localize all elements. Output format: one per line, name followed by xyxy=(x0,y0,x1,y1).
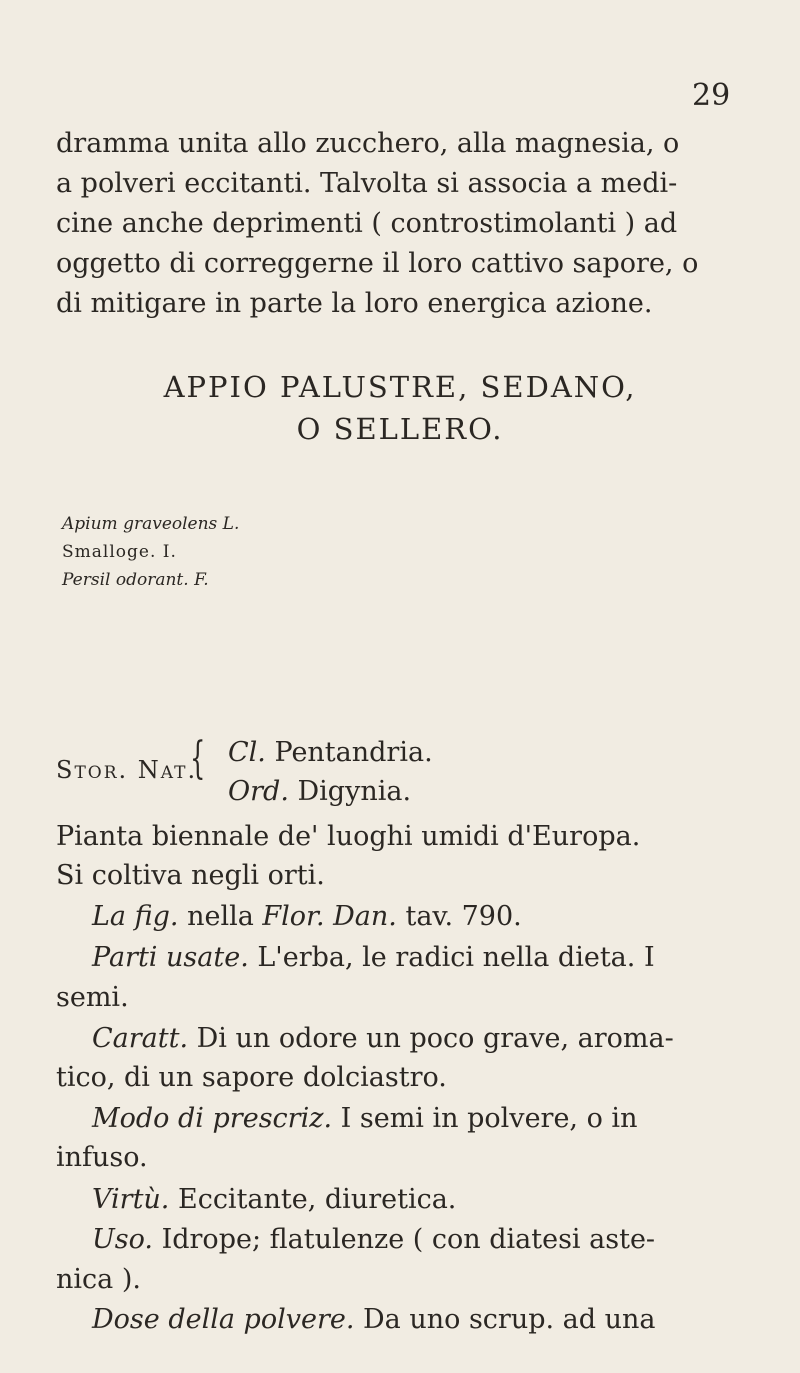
entry-heading-line-1: APPIO PALUSTRE, SEDANO, xyxy=(163,370,637,404)
intro-line-1: dramma unita allo zucchero, alla magnesia, o xyxy=(56,128,680,159)
habitat-line-2: Si coltiva negli orti. xyxy=(56,860,325,891)
caratteri-cont: tico, di un sapore dolciastro. xyxy=(56,1062,447,1093)
uso-label: Uso. xyxy=(92,1224,153,1255)
brace-glyph: { xyxy=(190,733,206,784)
parti-text: L'erba, le radici nella dieta. I xyxy=(257,942,655,973)
synonym-french: Persil odorant. F. xyxy=(62,570,209,590)
modo-label: Modo di prescriz. xyxy=(92,1103,333,1134)
classification-class xyxy=(228,737,433,768)
synonym-smalloge: Smalloge. I. xyxy=(62,542,177,562)
caratteri xyxy=(92,1025,674,1052)
parti-usate-cont: semi. xyxy=(56,982,129,1013)
fig-plate: tav. 790. xyxy=(405,901,522,932)
intro-line-4: oggetto di correggerne il loro cattivo sapore, o xyxy=(56,248,699,279)
caratt-label: Caratt. xyxy=(92,1023,189,1054)
fig-flora: Flor. Dan. xyxy=(262,901,397,932)
virtu-text: Eccitante, diuretica. xyxy=(177,1184,457,1215)
uso-cont: nica ). xyxy=(56,1264,141,1295)
intro-line-2: a polveri eccitanti. Talvolta si associa a medi- xyxy=(56,168,678,199)
entry-heading-line-2: O SELLERO. xyxy=(296,412,504,446)
synonym-latin: Apium graveolens L. xyxy=(62,514,240,534)
caratt-text: Di un odore un poco grave, aroma- xyxy=(196,1023,674,1054)
class-abbr: Cl. xyxy=(228,737,266,768)
class-value: Pentandria. xyxy=(274,737,433,768)
uso-text: Idrope; flatulenze ( con diatesi aste- xyxy=(161,1224,656,1255)
modo-prescrizione-cont: infuso. xyxy=(56,1142,148,1173)
dose-text: Da uno scrup. ad una xyxy=(363,1304,656,1335)
order-value: Digynia. xyxy=(297,776,412,807)
parti-label: Parti usate. xyxy=(92,942,249,973)
habitat-line-1: Pianta biennale de' luoghi umidi d'Europa. xyxy=(56,821,641,852)
intro-line-5: di mitigare in parte la loro energica azione. xyxy=(56,288,653,319)
dose xyxy=(92,1306,656,1333)
classification-order xyxy=(228,776,411,807)
figure-reference xyxy=(92,903,522,930)
order-abbr: Ord. xyxy=(228,776,289,807)
page-number: 29 xyxy=(692,78,731,113)
fig-mid: nella xyxy=(187,901,254,932)
intro-line-3: cine anche deprimenti ( controstimolanti ) ad xyxy=(56,208,678,239)
dose-label: Dose della polvere. xyxy=(92,1304,355,1335)
uso xyxy=(92,1226,655,1253)
modo-prescrizione xyxy=(92,1105,637,1132)
modo-text: I semi in polvere, o in xyxy=(340,1103,638,1134)
parti-usate xyxy=(92,944,655,971)
virtu-label: Virtù. xyxy=(92,1184,170,1215)
classification-label: Stor. Nat. xyxy=(56,756,198,784)
virtu xyxy=(92,1186,456,1213)
fig-label: La fig. xyxy=(92,901,179,932)
